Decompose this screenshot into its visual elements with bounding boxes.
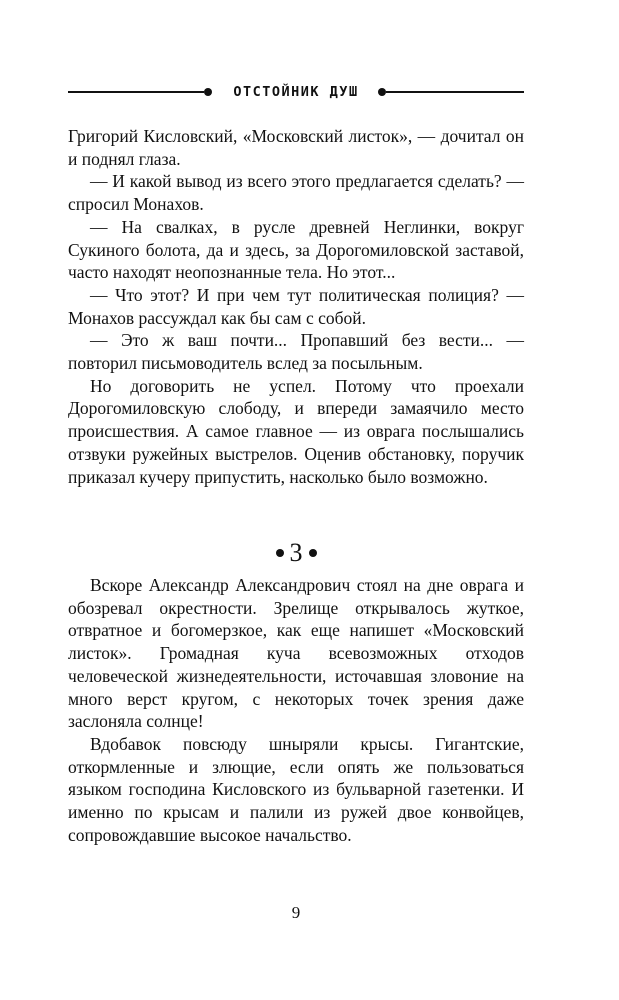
page-number: 9 [291,903,301,922]
section-number: 3 [289,538,303,567]
running-title: ОТСТОЙНИК ДУШ [233,84,359,100]
header-rule-right [386,91,524,93]
header-dot-right [378,88,386,96]
paragraph: Григорий Кисловский, «Московский листок», — дочитал он и поднял глаза. [68,126,524,169]
text-block-1 [68,125,524,488]
section-dot-right [309,549,317,557]
section-dot-left [276,549,284,557]
text-block-2 [68,574,524,846]
header-rule-left [68,91,204,93]
paragraph: Вскоре Александр Александрович стоял на дне оврага и обозревал окрестности. Зрелище открывалось жуткое, отвратное и богомерзкое, как еще напишет «Московский листок». Громадная куча всевозможных отходов человеческой жизнедеятельности, источавшая зловоние на много верст кругом, с некоторых точек зрения даже заслоняла солнце! [68,575,524,732]
paragraph: — Это ж ваш почти... Пропавший без вести... — повторил письмоводитель вслед за посыльным. [68,330,524,374]
paragraph: — Что этот? И при чем тут политическая полиция? — Монахов рассуждал как бы сам с собой. [68,284,524,328]
paragraph: — И какой вывод из всего этого предлагается сделать? — спросил Монахов. [68,171,524,215]
paragraph: — На свалках, в русле древней Неглинки, вокруг Сукиного болота, да и здесь, за Дорогомиловской заставой, часто находят неопознанные тела. Но этот... [68,216,524,283]
section-heading [68,538,524,568]
running-header [68,82,524,102]
paragraph: Вдобавок повсюду шныряли крысы. Гигантские, откормленные и злющие, если опять же пользоваться языком господина Кисловского из бульварной газетенки. И именно по крысам и палили из ружей двое конвойцев, сопровождавшие высокое начальство. [68,733,524,845]
header-dot-left [204,88,212,96]
paragraph: Но договорить не успел. Потому что проехали Дорогомиловскую слободу, и впереди замаячило место происшествия. А самое главное — из оврага послышались отзвуки ружейных выстрелов. Оценив обстановку, поручик приказал кучеру припустить, насколько было возможно. [68,375,524,487]
